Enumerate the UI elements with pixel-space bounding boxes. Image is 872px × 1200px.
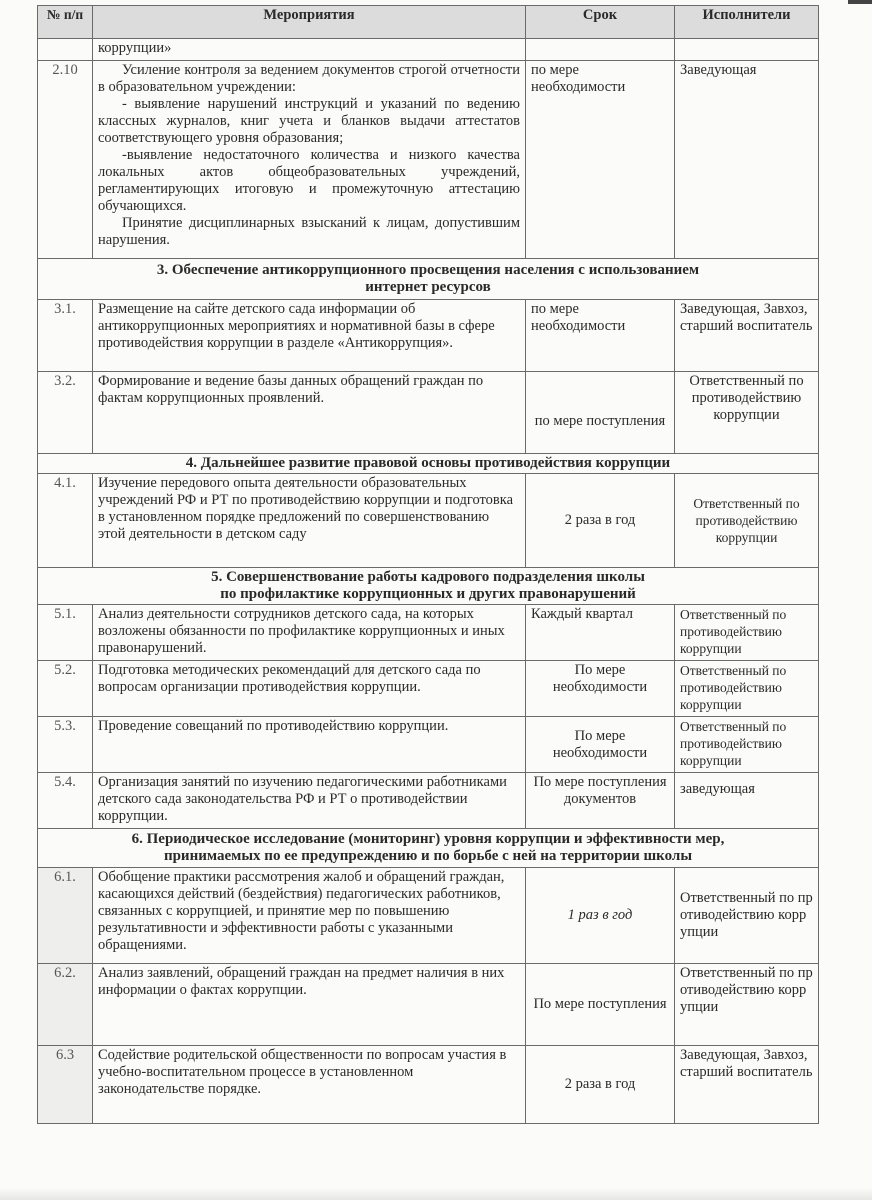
row-term <box>526 39 675 61</box>
row-term: 2 раза в год <box>526 1046 675 1124</box>
table-row-3-1 <box>38 300 819 372</box>
section-6-heading <box>38 829 819 868</box>
row-number: 6.1. <box>38 868 93 964</box>
section-4-heading <box>38 454 819 474</box>
row-term: по мере необходимости <box>526 300 675 372</box>
row-number: 2.10 <box>38 61 93 259</box>
table-row-4-1 <box>38 474 819 568</box>
scan-corner-mark <box>848 0 872 4</box>
row-activity: Подготовка методических рекомендаций для детского сада по вопросам организации противодействия коррупции. <box>93 661 526 717</box>
row-executors: Заведующая, Завхоз, старший воспитатель <box>675 1046 819 1124</box>
row-executors: Ответственный по противодействию коррупции <box>675 605 819 661</box>
row-activity: Размещение на сайте детского сада информации об антикоррупционных мероприятиях и нормативной базы в сфере противодействия коррупции в разделе «Антикоррупция». <box>93 300 526 372</box>
row-executors: Ответственный по противодействию коррупции <box>675 717 819 773</box>
row-executors: заведующая <box>675 773 819 829</box>
row-term: по мере необходимости <box>526 61 675 259</box>
row-term: По мере поступления <box>526 964 675 1046</box>
table-row-5-3 <box>38 717 819 773</box>
section-title <box>38 568 819 605</box>
section-3-heading <box>38 259 819 300</box>
activity-paragraph: Усиление контроля за ведением документов строгой отчетности в образовательном учреждении: <box>98 62 520 95</box>
row-term: по мере поступления <box>526 372 675 454</box>
row-activity: Анализ деятельности сотрудников детского сада, на которых возложены обязанности по профилактике коррупционных и иных правонарушений. <box>93 605 526 661</box>
row-executors: Заведующая <box>675 61 819 259</box>
row-activity: Содействие родительской общественности по вопросам участия в учебно-воспитательном процессе в установленном законодательстве порядке. <box>93 1046 526 1124</box>
table-row-2-10 <box>38 61 819 259</box>
row-number: 3.1. <box>38 300 93 372</box>
row-number: 6.2. <box>38 964 93 1046</box>
section-5-heading <box>38 568 819 605</box>
table-row-6-1 <box>38 868 819 964</box>
row-number: 5.2. <box>38 661 93 717</box>
header-term: Срок <box>526 6 675 39</box>
header-number: № п/п <box>38 6 93 39</box>
table-row-3-2 <box>38 372 819 454</box>
row-number: 5.1. <box>38 605 93 661</box>
section-title-line: 5. Совершенствование работы кадрового подразделения школы <box>211 569 645 585</box>
row-executors: Ответственный по противодействию коррупции <box>675 964 819 1046</box>
section-title: 3. Обеспечение антикоррупционного просвещения населения с использованием интернет ресурсов <box>38 259 819 300</box>
anti-corruption-plan-table <box>37 5 819 1124</box>
row-term: По мере поступления документов <box>526 773 675 829</box>
row-activity: Анализ заявлений, обращений граждан на предмет наличия в них информации о фактах коррупции. <box>93 964 526 1046</box>
activity-paragraph: -выявление недостаточного количества и низкого качества локальных актов общеобразовательных учреждений, регламентирующих итоговую и промежуточную аттестацию обучающихся. <box>98 147 520 214</box>
row-activity: Организация занятий по изучению педагогическими работниками детского сада законодательства РФ и РТ о противодействии коррупции. <box>93 773 526 829</box>
row-executors: Заведующая, Завхоз, старший воспитатель <box>675 300 819 372</box>
section-title-line: по профилактике коррупционных и других правонарушений <box>220 586 636 602</box>
header-executors: Исполнители <box>675 6 819 39</box>
activity-paragraph: - выявление нарушений инструкций и указаний по ведению классных журналов, книг учета и бланков выдачи аттестатов соответствующего уровня образования; <box>98 96 520 146</box>
row-term: Каждый квартал <box>526 605 675 661</box>
row-activity: Обобщение практики рассмотрения жалоб и обращений граждан, касающихся действий (бездействия) педагогических работников, связанных с коррупцией, и принятие мер по повышению результативности и эффективности работы с указанными обращениями. <box>93 868 526 964</box>
section-title: 6. Периодическое исследование (мониторинг) уровня коррупции и эффективности мер, принимаемых по ее предупреждению и по борьбе с ней на территории школы <box>38 829 819 868</box>
row-executors: Ответственный по противодействию коррупции <box>675 474 819 568</box>
row-activity: коррупции» <box>93 39 526 61</box>
row-term: 2 раза в год <box>526 474 675 568</box>
row-number: 4.1. <box>38 474 93 568</box>
header-activity: Мероприятия <box>93 6 526 39</box>
table-row-5-1 <box>38 605 819 661</box>
table-row-continuation <box>38 39 819 61</box>
table-row-5-4 <box>38 773 819 829</box>
row-activity <box>93 61 526 259</box>
row-term: По мере необходимости <box>526 661 675 717</box>
table-row-5-2 <box>38 661 819 717</box>
row-number: 3.2. <box>38 372 93 454</box>
row-activity: Проведение совещаний по противодействию коррупции. <box>93 717 526 773</box>
row-number <box>38 39 93 61</box>
table-header-row <box>38 6 819 39</box>
row-executors <box>675 39 819 61</box>
row-number: 5.4. <box>38 773 93 829</box>
table-row-6-2 <box>38 964 819 1046</box>
row-term: 1 раз в год <box>526 868 675 964</box>
row-activity: Изучение передового опыта деятельности образовательных учреждений РФ и РТ по противодействию коррупции и подготовка в установленном порядке предложений по совершенствованию этой деятельности в детском саду <box>93 474 526 568</box>
row-executors: Ответственный по противодействию коррупции <box>675 372 819 454</box>
row-activity: Формирование и ведение базы данных обращений граждан по фактам коррупционных проявлений. <box>93 372 526 454</box>
activity-paragraph: Принятие дисциплинарных взысканий к лицам, допустившим нарушения. <box>98 215 520 248</box>
row-executors: Ответственный по противодействию коррупции <box>675 868 819 964</box>
row-executors: Ответственный по противодействию коррупции <box>675 661 819 717</box>
scan-bottom-edge <box>0 1188 872 1200</box>
row-term: По мере необходимости <box>526 717 675 773</box>
row-number: 5.3. <box>38 717 93 773</box>
row-number: 6.3 <box>38 1046 93 1124</box>
table-row-6-3 <box>38 1046 819 1124</box>
section-title: 4. Дальнейшее развитие правовой основы противодействия коррупции <box>38 454 819 474</box>
